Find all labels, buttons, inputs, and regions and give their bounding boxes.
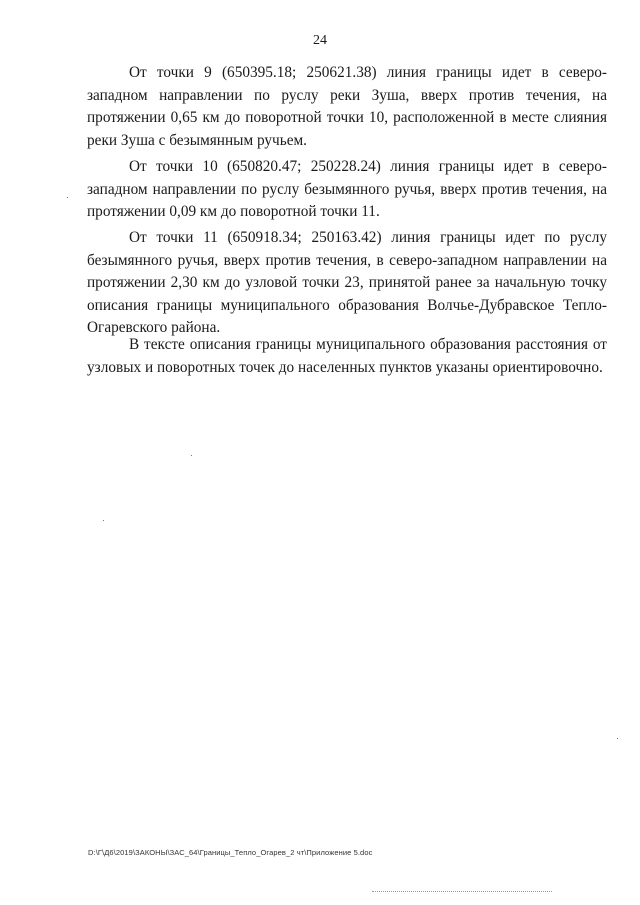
- boundary-paragraph-point-11: От точки 11 (650918.34; 250163.42) линия границы идет по руслу безымянного ручья, вверх против течения, в северо-западном направлении на протяжении 2,30 км до узловой точки 23, принятой ранее за начальную точку описания границы муниципального образования Волчье-Дубравское Тепло-Огаревского района.: [87, 229, 607, 336]
- page-number: 24: [313, 33, 327, 48]
- scan-speck: [617, 738, 618, 739]
- scan-speck: [67, 197, 68, 198]
- scan-speck: [191, 455, 192, 456]
- scan-speck: [103, 520, 104, 521]
- footer-file-path: D:\Г\Д6\2019\ЗАКОНЫ\ЗАС_64\Границы_Тепло_Огарев_2 чт\Приложение 5.doc: [88, 848, 373, 857]
- bottom-scan-line: [372, 891, 552, 893]
- boundary-paragraph-point-9: От точки 9 (650395.18; 250621.38) линия границы идет в северо-западном направлении по руслу реки Зуша, вверх против течения, на протяжении 0,65 км до поворотной точки 10, расположенной в месте слияния реки Зуша с безымянным ручьем.: [87, 64, 607, 149]
- boundary-paragraph-point-10: От точки 10 (650820.47; 250228.24) линия границы идет в северо-западном направлении по руслу безымянного ручья, вверх против течения, на протяжении 0,09 км до поворотной точки 11.: [87, 158, 607, 220]
- distance-note-paragraph: В тексте описания границы муниципального образования расстояния от узловых и поворотных точек до населенных пунктов указаны ориентировочно.: [87, 336, 607, 376]
